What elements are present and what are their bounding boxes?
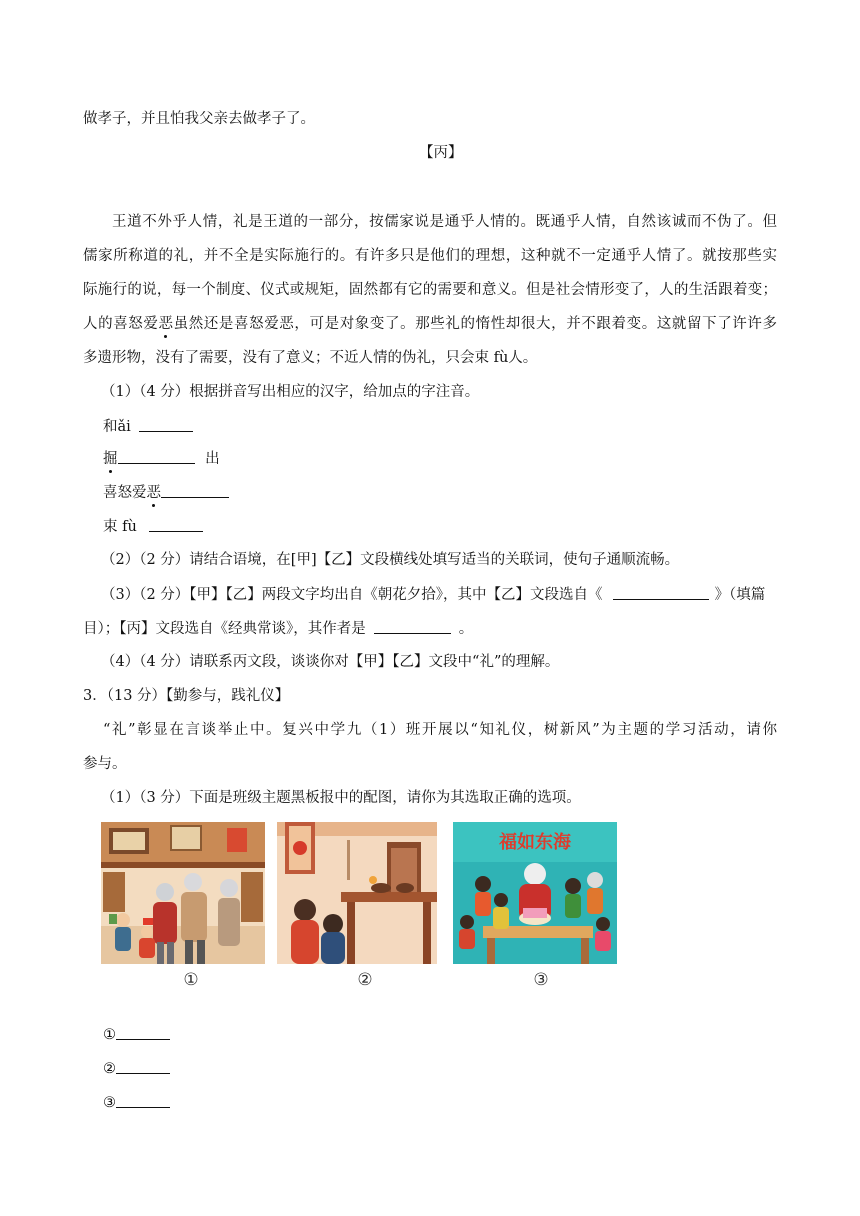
birthday-banner-text: 福如东海 xyxy=(499,832,571,853)
picture-child-at-altar xyxy=(277,822,437,964)
question-3-a: （3）（2 分）【甲】【乙】两段文字均出自《朝花夕拾》，其中【乙】文段选自《 xyxy=(101,587,603,603)
para-line-3: 际施行的说，每一个制度、仪式或规矩，固然都有它的需要和意义。但是社会情形变了，人的生活跟着变； xyxy=(83,282,777,298)
answer-line-1 xyxy=(103,1025,170,1044)
item-heai xyxy=(103,417,193,436)
answer-blank-xinu[interactable] xyxy=(161,483,229,498)
item-xinu-dotted: 恶 xyxy=(146,485,161,501)
para-line-4 xyxy=(83,315,777,333)
question-3-c: 目）；【丙】文段选自《经典常谈》，其作者是 xyxy=(83,621,366,637)
item-shufu-label: 束 fù xyxy=(103,519,137,535)
answer-blank-2[interactable] xyxy=(116,1059,170,1074)
answer-blank-author[interactable] xyxy=(374,619,451,634)
section-3-intro-line-2: 参与。 xyxy=(83,756,127,772)
answer-line-2 xyxy=(103,1059,170,1078)
caption-1: ① xyxy=(183,970,199,990)
answer-label-3: ③ xyxy=(103,1095,116,1111)
answer-blank-1[interactable] xyxy=(116,1025,170,1040)
answer-blank-heai[interactable] xyxy=(139,417,193,432)
para-line-2: 儒家所称道的礼，并不全是实际施行的。有许多只是他们的理想，这种就不一定通乎人情了。就按那些实 xyxy=(83,248,777,264)
item-xinu xyxy=(103,483,229,502)
item-jue xyxy=(103,449,220,468)
dotted-character: 恶 xyxy=(158,316,173,332)
caption-2: ② xyxy=(357,970,373,990)
answer-blank-jue[interactable] xyxy=(118,449,195,464)
para-line-4-after: 虽然还是喜怒爱恶，可是对象变了。那些礼的惰性却很大，并不跟着变。这就留下了许许多 xyxy=(173,316,777,332)
answer-blank-article[interactable] xyxy=(613,585,709,600)
question-3-d: 。 xyxy=(458,621,474,637)
caption-3: ③ xyxy=(533,970,549,990)
question-4: （4）（4 分）请联系丙文段，谈谈你对【甲】【乙】文段中“礼”的理解。 xyxy=(101,654,560,670)
question-3-line-1 xyxy=(101,585,765,604)
picture-family-birthday xyxy=(453,822,617,964)
item-xinu-before: 喜怒爱 xyxy=(103,485,147,501)
answer-label-1: ① xyxy=(103,1027,116,1043)
item-shufu xyxy=(103,517,203,536)
item-jue-dotted: 掘 xyxy=(103,451,118,467)
answer-label-2: ② xyxy=(103,1061,116,1077)
item-heai-label: 和ǎi xyxy=(103,419,131,435)
section-heading-bing: 【丙】 xyxy=(419,145,463,161)
para-line-5: 多遗形物，没有了需要，没有了意义；不近人情的伪礼，只会束 fù人。 xyxy=(83,350,538,366)
section-3-intro-line-1: “礼”彰显在言谈举止中。复兴中学九（1）班开展以“知礼仪，树新风”为主题的学习活动，请你 xyxy=(103,722,777,738)
top-line: 做孝子，并且怕我父亲去做孝子了。 xyxy=(83,111,315,127)
answer-blank-3[interactable] xyxy=(116,1093,170,1108)
section-3-title: 3．（13 分）【勤参与，践礼仪】 xyxy=(83,688,290,704)
para-line-1: 王道不外乎人情，礼是王道的一部分，按儒家说是通乎人情的。既通乎人情，自然该诚而不伪了。但 xyxy=(112,214,777,230)
item-jue-after: 出 xyxy=(205,451,220,467)
question-1: （1）（4 分）根据拼音写出相应的汉字，给加点的字注音。 xyxy=(101,384,480,400)
question-3-b: 》（填篇 xyxy=(714,587,766,603)
question-3-line-2 xyxy=(83,619,473,638)
section-3-question-1: （1）（3 分）下面是班级主题黑板报中的配图，请你为其选取正确的选项。 xyxy=(101,790,581,806)
question-2: （2）（2 分）请结合语境，在[甲]【乙】文段横线处填写适当的关联词，使句子通顺流畅。 xyxy=(101,552,680,568)
answer-line-3 xyxy=(103,1093,170,1112)
picture-elders-red-envelope xyxy=(101,822,265,964)
answer-blank-shufu[interactable] xyxy=(149,517,203,532)
para-line-4-before: 人的喜怒爱 xyxy=(83,316,159,332)
